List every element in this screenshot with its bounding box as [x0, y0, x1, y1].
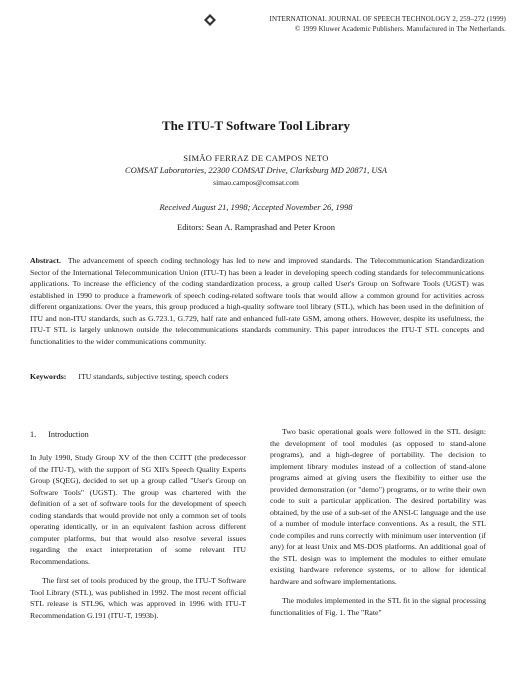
- section-heading: [30, 430, 89, 439]
- copyright-line: © 1999 Kluwer Academic Publishers. Manufactured in The Netherlands.: [295, 25, 506, 33]
- received-dates: Received August 21, 1998; Accepted November 26, 1998: [159, 202, 353, 212]
- abstract-text: The advancement of speech coding technology has led to new and improved standards. The Telecommunication Standardization Sector of the International Telecommunication Union (ITU-T) has been a leader in developing speech coding standards for telecommunications applications. To increase the efficiency of the coding standardization process, a group called User's Group on Software Tools (UGST) was established in 1990 to produce a framework of speech coding-related software tools that would allow a common ground for activities across different organizations. Over the years, this group produced a high-quality software tool library (STL), which has been used in the definition of ITU and non-ITU standards, such as G.723.1, G.729, half rate and enhanced full-rate GSM, among others. However, despite its usefulness, the ITU-T STL is largely unknown outside the telecommunications standards community. This paper introduces the ITU-T STL concepts and functionalities to the wider communications community.: [30, 256, 484, 346]
- section-number: 1.: [30, 430, 37, 439]
- right-paragraph-2: The modules implemented in the STL fit in the signal processing functionalities of Fig. 1. The "Rate": [270, 596, 486, 617]
- author-affiliation: COMSAT Laboratories, 22300 COMSAT Drive, Clarksburg MD 20871, USA: [124, 165, 387, 175]
- paper-title: The ITU-T Software Tool Library: [161, 118, 351, 133]
- left-paragraph-1: In July 1990, Study Group XV of the then CCITT (the predecessor of the ITU-T), with the support of SG XII's Speech Quality Experts Group (SQEG), decided to set up a group called "User's Group on Software Tools" (UGST). The group was chartered with the definition of a set of software tools for the development of speech coding standards that would provide not only a common set of tools operating identically, or in an equivalent fashion across different computer platforms, but that would also resolve several issues regarding the exact interpretation of some relevant ITU Recommendations.: [30, 453, 246, 566]
- abstract: [30, 255, 484, 347]
- journal-line: INTERNATIONAL JOURNAL OF SPEECH TECHNOLOGY 2, 259–272 (1999): [269, 15, 506, 23]
- keywords-text: ITU standards, subjective testing, speech coders: [78, 372, 229, 381]
- section-title: Introduction: [48, 430, 89, 439]
- journal-header: [206, 14, 506, 34]
- left-paragraph-2: The first set of tools produced by the group, the ITU-T Software Tool Library (STL), was published in 1992. The most recent official STL release is STL96, which was approved in 1996 with ITU-T Recommendation G.191 (ITU-T, 1993b).: [30, 576, 246, 620]
- right-column: [270, 426, 486, 618]
- editors-line: Editors: Sean A. Ramprashad and Peter Kroon: [177, 222, 335, 232]
- abstract-label: Abstract.: [30, 256, 61, 265]
- right-paragraph-1: Two basic operational goals were followed in the STL design: the development of tool modules (as opposed to stand-alone programs), and a high-degree of portability. The decision to implement library modules instead of a collection of stand-alone programs aimed at giving users the flexibility to either use the provided demonstration (or "demo") programs, or to write their own code to suit a particular application. The desired portability was obtained, by the use of a sub-set of the ANSI-C language and the use of a number of module interface conventions. As a result, the STL code compiles and runs correctly with minimum user intervention (if any) for at least Unix and MS-DOS platforms. An additional goal of the STL design was to implement the modules to either emulate existing hardware reference systems, or to allow for identical hardware and software implementations.: [270, 427, 486, 586]
- author-name: SIMÃO FERRAZ DE CAMPOS NETO: [183, 153, 329, 163]
- keywords: [30, 372, 484, 381]
- author-email: simao.campos@comsat.com: [213, 178, 299, 187]
- left-column: [30, 452, 246, 621]
- keywords-label: Keywords:: [30, 372, 67, 381]
